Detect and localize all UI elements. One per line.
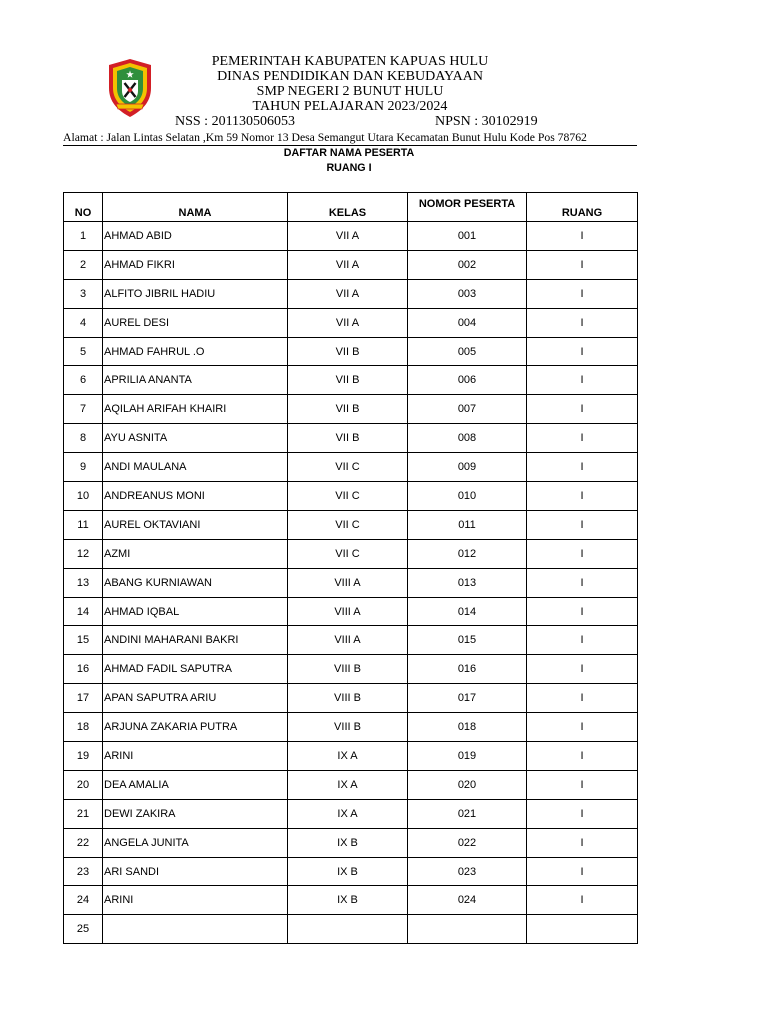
cell-nomor-peserta: 022 bbox=[408, 828, 527, 857]
room-label: RUANG I bbox=[326, 162, 372, 174]
table-row bbox=[64, 713, 638, 742]
table-row bbox=[64, 886, 638, 915]
cell-kelas: IX A bbox=[288, 742, 408, 771]
cell-no: 13 bbox=[64, 568, 103, 597]
cell-nomor-peserta: 017 bbox=[408, 684, 527, 713]
cell-nomor-peserta: 007 bbox=[408, 395, 527, 424]
cell-ruang: I bbox=[527, 366, 638, 395]
cell-nama: AHMAD ABID bbox=[103, 222, 288, 251]
table-row bbox=[64, 337, 638, 366]
table-row bbox=[64, 626, 638, 655]
cell-nama: AUREL OKTAVIANI bbox=[103, 510, 288, 539]
cell-kelas: VIII B bbox=[288, 713, 408, 742]
cell-ruang: I bbox=[527, 857, 638, 886]
cell-kelas: VII B bbox=[288, 337, 408, 366]
cell-no: 4 bbox=[64, 308, 103, 337]
cell-no: 17 bbox=[64, 684, 103, 713]
emblem-center-dot bbox=[128, 88, 132, 92]
cell-nama: ARJUNA ZAKARIA PUTRA bbox=[103, 713, 288, 742]
table-row bbox=[64, 915, 638, 944]
cell-ruang: I bbox=[527, 799, 638, 828]
cell-nama: ANDREANUS MONI bbox=[103, 482, 288, 511]
cell-kelas: VII C bbox=[288, 539, 408, 568]
kop-government: PEMERINTAH KABUPATEN KAPUAS HULU bbox=[211, 54, 489, 69]
cell-nomor-peserta: 018 bbox=[408, 713, 527, 742]
cell-no: 19 bbox=[64, 742, 103, 771]
participant-table bbox=[63, 192, 638, 944]
participant-table-body bbox=[64, 222, 638, 944]
column-header-nama: NAMA bbox=[103, 193, 288, 222]
cell-nama: ANGELA JUNITA bbox=[103, 828, 288, 857]
cell-nomor-peserta: 008 bbox=[408, 424, 527, 453]
cell-no: 21 bbox=[64, 799, 103, 828]
cell-nama: ARI SANDI bbox=[103, 857, 288, 886]
cell-nama: ARINI bbox=[103, 886, 288, 915]
cell-nama: ANDINI MAHARANI BAKRI bbox=[103, 626, 288, 655]
cell-nama: APAN SAPUTRA ARIU bbox=[103, 684, 288, 713]
cell-no: 2 bbox=[64, 250, 103, 279]
kop-nss: NSS : 201130506053 bbox=[175, 114, 296, 129]
cell-ruang: I bbox=[527, 770, 638, 799]
cell-nama: ALFITO JIBRIL HADIU bbox=[103, 279, 288, 308]
cell-ruang: I bbox=[527, 510, 638, 539]
cell-ruang: I bbox=[527, 222, 638, 251]
cell-nomor-peserta bbox=[408, 915, 527, 944]
cell-ruang: I bbox=[527, 742, 638, 771]
cell-ruang: I bbox=[527, 713, 638, 742]
cell-no: 11 bbox=[64, 510, 103, 539]
table-row bbox=[64, 482, 638, 511]
cell-no: 8 bbox=[64, 424, 103, 453]
cell-nomor-peserta: 024 bbox=[408, 886, 527, 915]
table-row bbox=[64, 395, 638, 424]
table-row bbox=[64, 742, 638, 771]
cell-ruang: I bbox=[527, 597, 638, 626]
cell-kelas: VII A bbox=[288, 250, 408, 279]
cell-nomor-peserta: 013 bbox=[408, 568, 527, 597]
table-row bbox=[64, 597, 638, 626]
cell-kelas: VII A bbox=[288, 308, 408, 337]
table-row bbox=[64, 453, 638, 482]
cell-nomor-peserta: 011 bbox=[408, 510, 527, 539]
column-header-nomor-peserta: NOMOR PESERTA bbox=[408, 193, 527, 222]
cell-no: 22 bbox=[64, 828, 103, 857]
cell-kelas bbox=[288, 915, 408, 944]
cell-nomor-peserta: 019 bbox=[408, 742, 527, 771]
regency-emblem-icon bbox=[107, 58, 153, 118]
cell-nama: AHMAD FAHRUL .O bbox=[103, 337, 288, 366]
cell-nama: ABANG KURNIAWAN bbox=[103, 568, 288, 597]
kop-address: Alamat : Jalan Lintas Selatan ,Km 59 Nomor 13 Desa Semangut Utara Kecamatan Bunut Hulu Kode Pos 78762 bbox=[63, 131, 587, 144]
column-header-no: NO bbox=[64, 193, 103, 222]
kop-npsn: NPSN : 30102919 bbox=[435, 114, 538, 129]
cell-kelas: VII C bbox=[288, 510, 408, 539]
document-title: DAFTAR NAMA PESERTA bbox=[283, 147, 415, 159]
cell-nomor-peserta: 020 bbox=[408, 770, 527, 799]
kop-department: DINAS PENDIDIKAN DAN KEBUDAYAAN bbox=[217, 69, 483, 84]
cell-nomor-peserta: 006 bbox=[408, 366, 527, 395]
cell-no: 3 bbox=[64, 279, 103, 308]
cell-ruang: I bbox=[527, 250, 638, 279]
cell-kelas: IX B bbox=[288, 857, 408, 886]
cell-nomor-peserta: 009 bbox=[408, 453, 527, 482]
cell-nomor-peserta: 010 bbox=[408, 482, 527, 511]
cell-nomor-peserta: 004 bbox=[408, 308, 527, 337]
cell-nama: AUREL DESI bbox=[103, 308, 288, 337]
column-header-kelas: KELAS bbox=[288, 193, 408, 222]
table-row bbox=[64, 568, 638, 597]
cell-kelas: IX A bbox=[288, 770, 408, 799]
cell-nomor-peserta: 015 bbox=[408, 626, 527, 655]
cell-kelas: VII B bbox=[288, 366, 408, 395]
cell-kelas: VIII A bbox=[288, 597, 408, 626]
cell-no: 12 bbox=[64, 539, 103, 568]
cell-ruang: I bbox=[527, 337, 638, 366]
cell-no: 14 bbox=[64, 597, 103, 626]
cell-kelas: VIII A bbox=[288, 568, 408, 597]
cell-ruang: I bbox=[527, 828, 638, 857]
cell-ruang: I bbox=[527, 308, 638, 337]
cell-no: 10 bbox=[64, 482, 103, 511]
table-row bbox=[64, 510, 638, 539]
table-row bbox=[64, 539, 638, 568]
cell-no: 15 bbox=[64, 626, 103, 655]
kop-academic-year: TAHUN PELAJARAN 2023/2024 bbox=[252, 99, 448, 114]
cell-nomor-peserta: 016 bbox=[408, 655, 527, 684]
header-row bbox=[64, 193, 638, 222]
cell-kelas: VII B bbox=[288, 395, 408, 424]
cell-nomor-peserta: 001 bbox=[408, 222, 527, 251]
cell-ruang: I bbox=[527, 886, 638, 915]
table-row bbox=[64, 222, 638, 251]
cell-nomor-peserta: 023 bbox=[408, 857, 527, 886]
cell-ruang: I bbox=[527, 482, 638, 511]
kop-school-name: SMP NEGERI 2 BUNUT HULU bbox=[256, 84, 444, 99]
cell-nomor-peserta: 014 bbox=[408, 597, 527, 626]
table-row bbox=[64, 857, 638, 886]
cell-nomor-peserta: 002 bbox=[408, 250, 527, 279]
cell-ruang: I bbox=[527, 453, 638, 482]
cell-nama: AYU ASNITA bbox=[103, 424, 288, 453]
table-row bbox=[64, 655, 638, 684]
cell-no: 24 bbox=[64, 886, 103, 915]
cell-ruang: I bbox=[527, 626, 638, 655]
cell-nama: DEA AMALIA bbox=[103, 770, 288, 799]
cell-kelas: VIII B bbox=[288, 655, 408, 684]
cell-nama: AHMAD FIKRI bbox=[103, 250, 288, 279]
cell-ruang: I bbox=[527, 279, 638, 308]
cell-ruang: I bbox=[527, 539, 638, 568]
table-row bbox=[64, 279, 638, 308]
cell-kelas: IX B bbox=[288, 828, 408, 857]
cell-kelas: VII A bbox=[288, 279, 408, 308]
cell-nama bbox=[103, 915, 288, 944]
cell-nama: DEWI ZAKIRA bbox=[103, 799, 288, 828]
cell-kelas: VIII A bbox=[288, 626, 408, 655]
cell-no: 23 bbox=[64, 857, 103, 886]
cell-nomor-peserta: 005 bbox=[408, 337, 527, 366]
table-row bbox=[64, 684, 638, 713]
cell-no: 5 bbox=[64, 337, 103, 366]
cell-nama: ARINI bbox=[103, 742, 288, 771]
cell-no: 6 bbox=[64, 366, 103, 395]
column-header-ruang: RUANG bbox=[527, 193, 638, 222]
table-row bbox=[64, 250, 638, 279]
cell-kelas: VII C bbox=[288, 453, 408, 482]
cell-nama: AZMI bbox=[103, 539, 288, 568]
cell-no: 16 bbox=[64, 655, 103, 684]
cell-nama: AHMAD FADIL SAPUTRA bbox=[103, 655, 288, 684]
cell-nomor-peserta: 021 bbox=[408, 799, 527, 828]
table-row bbox=[64, 828, 638, 857]
participant-table-header bbox=[64, 193, 638, 222]
cell-no: 7 bbox=[64, 395, 103, 424]
cell-nomor-peserta: 012 bbox=[408, 539, 527, 568]
table-row bbox=[64, 308, 638, 337]
cell-nomor-peserta: 003 bbox=[408, 279, 527, 308]
cell-no: 18 bbox=[64, 713, 103, 742]
cell-kelas: VII B bbox=[288, 424, 408, 453]
cell-nama: AQILAH ARIFAH KHAIRI bbox=[103, 395, 288, 424]
cell-no: 25 bbox=[64, 915, 103, 944]
table-row bbox=[64, 799, 638, 828]
cell-nama: AHMAD IQBAL bbox=[103, 597, 288, 626]
emblem-ribbon bbox=[116, 104, 144, 109]
cell-nama: APRILIA ANANTA bbox=[103, 366, 288, 395]
cell-no: 20 bbox=[64, 770, 103, 799]
header-divider bbox=[63, 145, 637, 146]
cell-kelas: VII C bbox=[288, 482, 408, 511]
cell-no: 1 bbox=[64, 222, 103, 251]
cell-kelas: VII A bbox=[288, 222, 408, 251]
cell-ruang: I bbox=[527, 684, 638, 713]
cell-kelas: IX A bbox=[288, 799, 408, 828]
cell-ruang: I bbox=[527, 568, 638, 597]
cell-ruang: I bbox=[527, 424, 638, 453]
table-row bbox=[64, 770, 638, 799]
emblem-graphic bbox=[107, 58, 153, 118]
table-row bbox=[64, 366, 638, 395]
cell-nama: ANDI MAULANA bbox=[103, 453, 288, 482]
cell-ruang bbox=[527, 915, 638, 944]
cell-ruang: I bbox=[527, 655, 638, 684]
table-row bbox=[64, 424, 638, 453]
cell-no: 9 bbox=[64, 453, 103, 482]
cell-kelas: VIII B bbox=[288, 684, 408, 713]
cell-kelas: IX B bbox=[288, 886, 408, 915]
cell-ruang: I bbox=[527, 395, 638, 424]
